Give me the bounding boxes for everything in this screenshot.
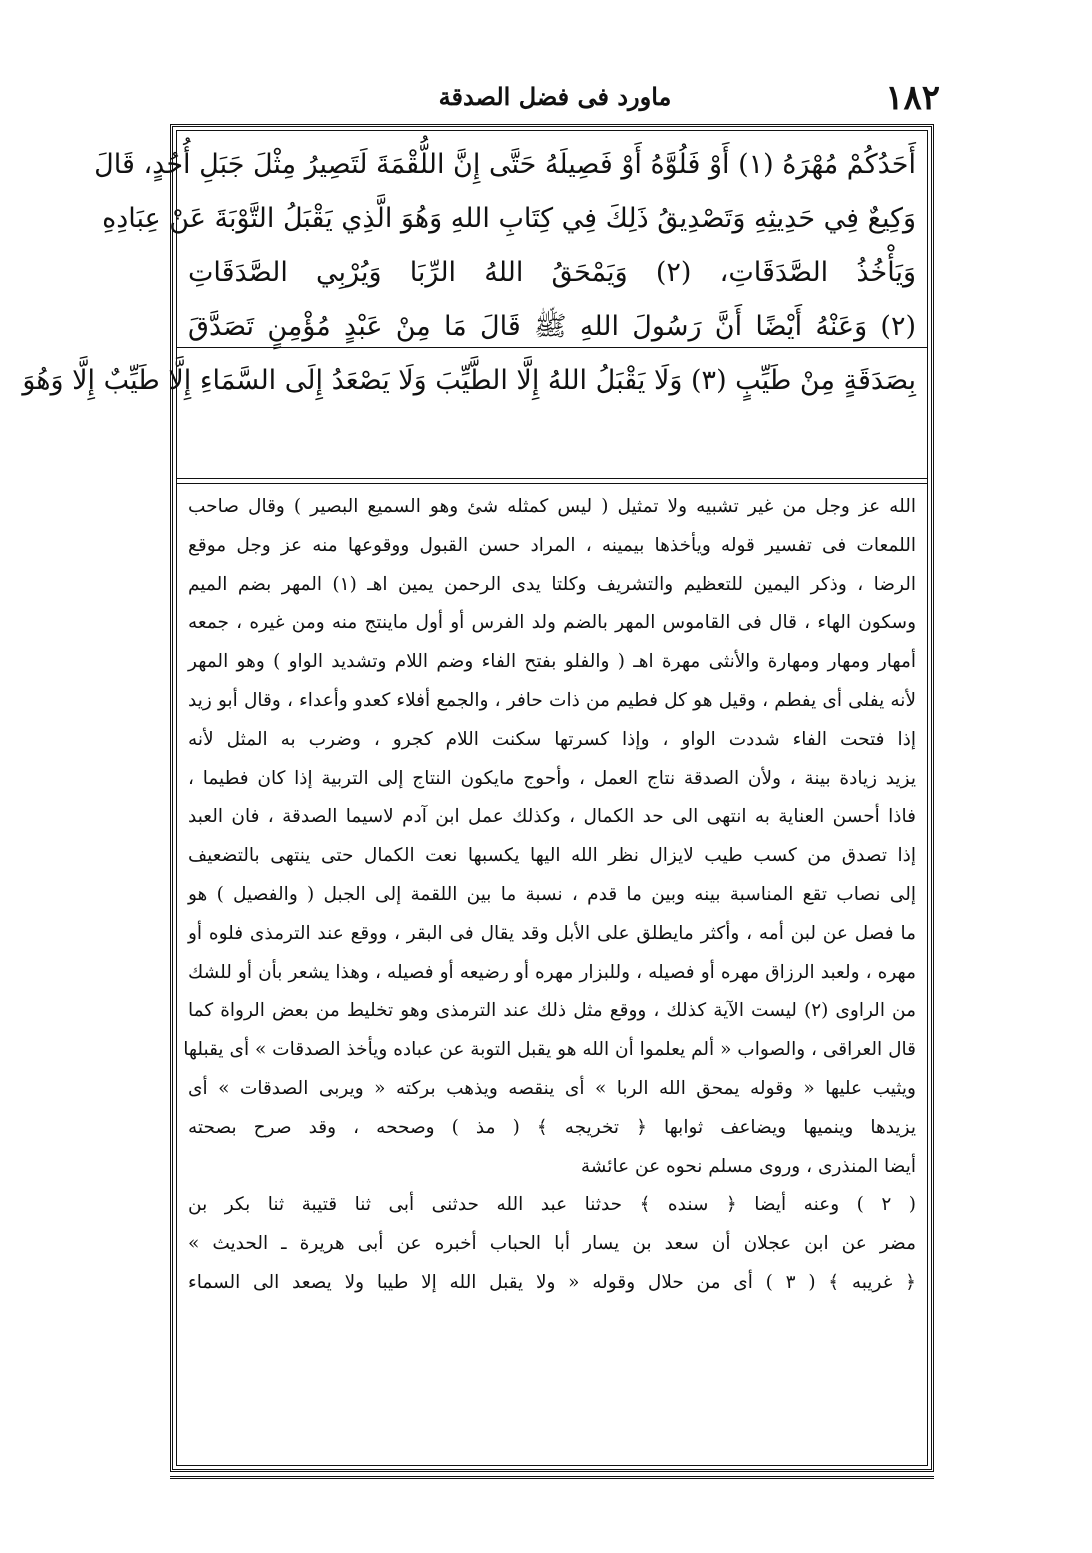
- commentary-line: ( ٢ ) وعنه أيضا ﴿ سنده ﴾ حدثنا عبد الله حدثنى أبى ثنا قتيبة ثنا بكر بن: [188, 1194, 917, 1216]
- commentary-separator-bottom: [176, 483, 928, 484]
- commentary-line: مهره ، ولعبد الرزاق مهره أو فصيله ، وللبزار مهره أو رضيعه أو فصيله ، وهذا يشعر بأن أو للشك: [188, 961, 916, 983]
- commentary-line: إلى نصاب تقع المناسبة بينه وبين ما قدم ، نسبة ما بين اللقمة إلى الجبل ( والفصيل ) هو: [188, 883, 916, 905]
- commentary-line: إذا فتحت الفاء شددت الواو ، وإذا كسرتها سكنت اللام كجرو ، وضرب به المثل لأنه: [188, 728, 916, 750]
- main-text-line: (٢) وَعَنْهُ أَيْضًا أَنَّ رَسُولَ اللهِ ﷺ قَالَ مَا مِنْ عَبْدٍ مُؤْمِنٍ تَصَدَّقَ: [188, 311, 916, 342]
- commentary-line: الله عز وجل من غير تشبيه ولا تمثيل ( ليس كمثله شئ وهو السميع البصير ) وقال صاحب: [188, 496, 916, 517]
- running-title: ماورد فى فضل الصدقة: [438, 82, 672, 111]
- page-number: ١٨٢: [885, 78, 940, 118]
- commentary-line: أيضا المنذرى ، وروى مسلم نحوه عن عائشة: [580, 1155, 916, 1177]
- main-text-line: وَيَأْخُذُ الصَّدَقَاتِ، (٢) وَيَمْحَقُ اللهُ الرِّبَا وَيُرْبِي الصَّدَقَاتِ: [188, 257, 916, 288]
- commentary-line: أمهار ومهار ومهارة والأنثى مهرة اهـ ( والفلو بفتح الفاء وضم اللام وتشديد الواو ) وهو المهر: [188, 651, 916, 673]
- commentary-line: لأنه يفلى أى يفطم ، وقيل هو كل فطيم من ذات حافر ، والجمع أفلاء كعدو وأعداء ، وقال أبو زيد: [188, 689, 916, 711]
- commentary-line: ويثيب عليها « وقوله يمحق الله الربا » أى ينقصه ويذهب بركته « ويربى الصدقات » أى: [188, 1077, 916, 1099]
- bottom-rule: [170, 1476, 934, 1479]
- verse-separator: [176, 347, 928, 348]
- commentary-line: يزيدها وينميها ويضاعف ثوابها ﴿ تخريجه ﴾ ( مذ ) وصححه ، وقد صرح بصحته: [188, 1116, 916, 1138]
- commentary-line: فاذا أحسن العناية به انتهى الى حد الكمال ، وكذلك عمل ابن آدم لاسيما الصدقة ، فان العبد: [188, 806, 916, 828]
- main-text-line: بِصَدَقَةٍ مِنْ طَيِّبٍ (٣) وَلَا يَقْبَلُ اللهُ إِلَّا الطَّيِّبَ وَلَا يَصْعَدُ إِلَى السَّمَاءِ إِلَّا طَيِّبٌ إِلَّا وَهُوَ: [22, 365, 916, 396]
- commentary-line: قال العراقى ، والصواب « ألم يعلموا أن الله هو يقبل التوبة عن عباده ويأخذ الصدقات » أى يقبلها: [183, 1039, 916, 1061]
- main-text: [22, 138, 916, 408]
- commentary-line: ﴿ غريبه ﴾ ( ٣ ) أى من حلال وقوله « ولا يقبل الله إلا طيبا ولا يصعد الى السماء: [188, 1271, 917, 1293]
- commentary-line: الرضا ، وذكر اليمين للتعظيم والتشريف وكلتا يدى الرحمن يمين اهـ (١) المهر بضم الميم: [188, 573, 917, 595]
- commentary-line: من الراوى (٢) ليست الآية كذلك ، ووقع مثل ذلك عند الترمذى وهو تخليط من بعض الرواة كما: [188, 1000, 917, 1022]
- commentary-line: وسكون الهاء ، قال فى القاموس المهر بالضم ولد الفرس أو أول ماينتج منه ومن غيره ، جمعه: [188, 612, 916, 634]
- commentary-line: إذا تصدق من كسب طيب لايزال نظر الله اليها يكسبها نعت الكمال حتى ينتهى بالتضعيف: [188, 845, 916, 867]
- commentary-line: ما فصل عن لبن أمه ، وأكثر مايطلق على الأبل وقد يقال فى البقر ، ووقع عند الترمذى فلوه أو: [188, 922, 916, 944]
- main-text-line: أَحَدُكُمْ مُهْرَهُ (١) أَوْ فَلُوَّهُ أَوْ فَصِيلَهُ حَتَّى إِنَّ اللُّقْمَةَ لَتَصِيرُ مِثْلَ جَبَلِ أُحُدٍ، قَالَ: [94, 149, 916, 180]
- commentary-line: يزيد زيادة بينة ، ولأن الصدقة نتاج العمل ، وأحوج مايكون النتاج إلى التربية إذا كان فطيما ،: [188, 767, 916, 789]
- commentary-line: اللمعات فى تفسير قوله ويأخذها بيمينه ، المراد حسن القبول ووقوعها منه عز وجل موقع: [188, 534, 916, 556]
- page-header: [170, 78, 940, 122]
- commentary-line: مضر عن ابن عجلان أن سعد بن يسار أبا الحباب أخبره عن أبى هريرة ـ الحديث »: [188, 1233, 916, 1255]
- commentary-text: [183, 488, 917, 1303]
- main-text-line: وَكِيعٌ فِي حَدِيثِهِ وَتَصْدِيقُ ذَلِكَ فِي كِتَابِ اللهِ وَهُوَ الَّذِي يَقْبَلُ التَّوْبَةَ عَنْ عِبَادِهِ: [102, 203, 916, 234]
- commentary-separator-top: [176, 478, 928, 479]
